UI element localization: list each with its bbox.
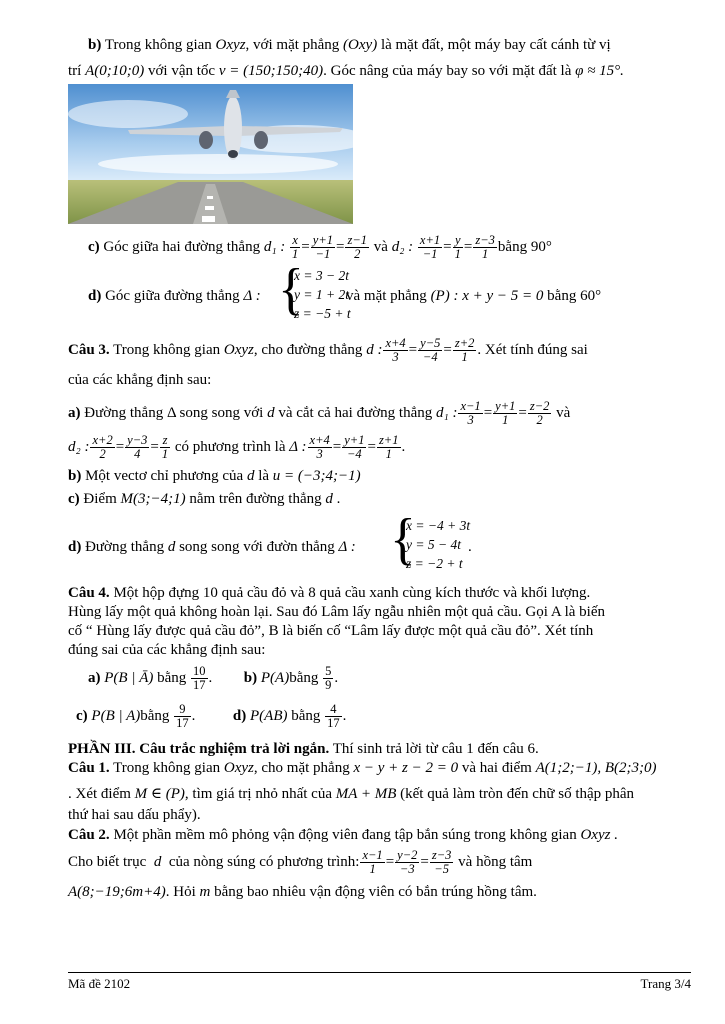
period: . — [468, 539, 472, 555]
text: song song với đườn thẳng — [179, 539, 335, 555]
fraction: $\frac{z-1}{2}$ — [347, 233, 368, 262]
airplane-runway-photo — [68, 84, 353, 224]
math: Δ : — [289, 439, 307, 455]
math: x − y + z − 2 = 0 — [353, 760, 459, 776]
math: d : — [366, 342, 383, 358]
text: và — [373, 239, 388, 255]
equation-system — [294, 266, 351, 323]
item-label: d) — [232, 708, 247, 724]
math: Oxyz — [215, 37, 246, 53]
text: Góc giữa đường thẳng — [105, 288, 240, 304]
fraction: $\frac{x}{1}$ — [292, 233, 299, 262]
equation-row: x = 3 − 2t — [294, 268, 349, 283]
math: d₁ : — [435, 405, 458, 421]
fraction: $\frac{x-1}{1}$ — [362, 848, 383, 877]
equation-row: y = 5 − 4t — [406, 537, 461, 552]
item-label: c) — [68, 491, 80, 507]
math: d₂ : — [68, 439, 90, 455]
fraction: $\frac{x+4}{3}$ — [385, 336, 406, 365]
fraction: $\frac{y-2}{-3}$ — [397, 848, 418, 877]
fraction: $\frac{z+2}{1}$ — [454, 336, 475, 365]
text: , tìm giá trị nhỏ nhất của — [184, 786, 332, 802]
math: Oxyz — [223, 760, 254, 776]
exam-code: Mã đề 2102 — [68, 976, 131, 991]
math: A(8;−19;6m+4) — [68, 884, 166, 900]
math: P(B | Ā) — [104, 670, 154, 686]
fraction: $\frac{y+1}{-1}$ — [312, 233, 333, 262]
fraction: $\frac{z+1}{1}$ — [378, 433, 399, 462]
text: (kết quả làm tròn đến chữ số thập phân — [400, 786, 635, 802]
question-label: Câu 3. — [68, 342, 110, 358]
cau1-line2 — [68, 785, 697, 804]
text: bằng 60° — [547, 288, 602, 304]
text: , với mặt phẳng — [245, 37, 340, 53]
text: có phương trình là — [174, 439, 286, 455]
text: của nòng súng có phương trình: — [168, 854, 360, 870]
math: d — [153, 854, 162, 870]
cau4-line1 — [68, 584, 697, 603]
cau4-cd: c) P(B | A)bằng $\frac{9}{17}$ . d) P(AB) bằng $\frac{4}{17}$ . — [76, 702, 347, 731]
item-label: d) — [88, 288, 102, 304]
math: MA + MB — [335, 786, 397, 802]
math: M ∈ (P) — [134, 786, 185, 802]
text: bằng — [157, 670, 187, 686]
text: đúng sai của các khẳng định sau: — [68, 642, 266, 658]
fraction: $\frac{y-3}{4}$ — [127, 433, 148, 462]
text: Một phần mềm mô phỏng vận động viên đang tập bắn súng trong không gian — [113, 827, 577, 843]
fraction: $\frac{10}{17}$ — [193, 664, 206, 693]
text: với vận tốc — [148, 63, 216, 79]
text: của các khẳng định sau: — [68, 372, 212, 388]
text: bằng — [291, 708, 321, 724]
math: φ ≈ 15°. — [575, 63, 624, 79]
cau4-ab: a) P(B | Ā) bằng $\frac{10}{17}$ . b) P(A)bằng $\frac{5}{9}$ . — [88, 664, 339, 693]
math: d₁ : — [263, 239, 286, 255]
question-label: Câu 2. — [68, 827, 110, 843]
cau4-line2 — [68, 603, 697, 622]
math: (P) : x + y − 5 = 0 — [430, 288, 544, 304]
fraction: $\frac{9}{17}$ — [176, 702, 189, 731]
cau3-c: c) Điểm M(3;−4;1) nằm trên đường thẳng d . — [68, 491, 341, 507]
item-label: c) — [88, 239, 100, 255]
text: bằng — [140, 708, 170, 724]
text: cố “ Hùng lấy được quả cầu đỏ”, B là biến cố “Lâm lấy được một quả cầu đỏ”. Xét tính — [68, 623, 594, 639]
fraction: $\frac{x-1}{3}$ — [460, 399, 481, 428]
math: P(B | A) — [91, 708, 141, 724]
text: nằm trên đường thẳng — [189, 491, 322, 507]
text: . Xét điểm — [68, 786, 131, 802]
equation-row: z = −5 + t — [294, 306, 351, 321]
item-c: c) Góc giữa hai đường thẳng d₁ : $\frac{x}{1}$ = $\frac{y+1}{-1}$ = $\frac{z-1}{2}$ và d₂ : $\frac{x+1}{-1}$ = $\frac{y}{1}$ = $\frac{z-3}{1}$ bằng 90° — [88, 233, 552, 262]
equation-row: y = 1 + 2t — [294, 287, 349, 302]
text: . Góc nâng của máy bay so với mặt đất là — [323, 63, 572, 79]
fraction: $\frac{x+4}{3}$ — [309, 433, 330, 462]
math: d — [267, 405, 275, 421]
text: trí — [68, 63, 82, 79]
cau1-line3 — [68, 806, 697, 825]
text: Một vectơ chỉ phương của — [85, 468, 244, 484]
fraction: $\frac{y-5}{-4}$ — [420, 336, 441, 365]
cau3-b — [68, 467, 697, 486]
fraction: $\frac{z-3}{1}$ — [475, 233, 495, 262]
item-d-rest — [346, 287, 697, 306]
text: thứ hai sau dấu phẩy). — [68, 807, 201, 823]
cau3-line2 — [68, 371, 697, 390]
text: Đường thẳng — [85, 539, 165, 555]
fraction: $\frac{5}{9}$ — [325, 664, 332, 693]
question-label: Câu 1. — [68, 760, 110, 776]
text: Thí sinh trả lời từ câu 1 đến câu 6. — [332, 741, 539, 757]
text: và hồng tâm — [458, 854, 533, 870]
cau1-line1 — [68, 759, 697, 778]
item-b-line2 — [68, 62, 697, 81]
question-label: Câu 4. — [68, 585, 110, 601]
math: u = (−3;4;−1) — [272, 468, 361, 484]
math: Δ : — [338, 539, 356, 555]
text: bằng bao nhiêu vận động viên có bắn trúng hồng tâm. — [214, 884, 537, 900]
equation-row: x = −4 + 3t — [406, 518, 471, 533]
text: . Xét tính đúng sai — [477, 342, 588, 358]
section-heading — [68, 740, 697, 759]
math: Δ : — [243, 288, 261, 304]
fraction: $\frac{y+1}{1}$ — [495, 399, 516, 428]
math: P(A) — [260, 670, 290, 686]
text: bằng 90° — [497, 239, 552, 255]
equation-system — [406, 516, 470, 573]
item-label: a) — [88, 670, 101, 686]
item-label: b) — [68, 468, 82, 484]
math: A(0;10;0) — [85, 63, 145, 79]
fraction: $\frac{x+2}{2}$ — [92, 433, 113, 462]
cau3-a-line1: a) Đường thẳng Δ song song với d và cắt cả hai đường thẳng d₁ : $\frac{x-1}{3}$ = $\frac{y+1}{1}$ = $\frac{z-2}{2}$ và — [68, 399, 571, 428]
text: và — [556, 405, 571, 421]
fraction: $\frac{z}{1}$ — [161, 433, 169, 462]
item-label: c) — [76, 708, 88, 724]
text: , cho đường thẳng — [253, 342, 363, 358]
text: Trong không gian — [104, 37, 212, 53]
fraction: $\frac{4}{17}$ — [327, 702, 340, 731]
fraction: $\frac{x+1}{-1}$ — [419, 233, 441, 262]
text: Điểm — [83, 491, 117, 507]
text: Góc giữa hai đường thẳng — [103, 239, 261, 255]
item-b-line1 — [88, 36, 697, 55]
math: Oxyz . — [580, 827, 618, 843]
section-title: PHẦN III. Câu trắc nghiệm trả lời ngắn. — [68, 741, 330, 757]
math: M(3;−4;1) — [120, 491, 186, 507]
text: là mặt đất, một máy bay cất cánh từ vị — [380, 37, 611, 53]
fraction: $\frac{z-3}{-5}$ — [431, 848, 452, 877]
cau3-a-line2: d₂ : $\frac{x+2}{2}$ = $\frac{y-3}{4}$ = $\frac{z}{1}$ có phương trình là Δ : $\frac{x+4}{3}$ = $\frac{y+1}{-4}$ = $\frac{z+1}{1}$ . — [68, 433, 406, 462]
system-brace: { — [278, 257, 304, 321]
item-label: a) — [68, 405, 81, 421]
text: bằng — [289, 670, 319, 686]
fraction: $\frac{y+1}{-4}$ — [344, 433, 365, 462]
text: Trong không gian — [113, 760, 221, 776]
text: Đường thẳng Δ song song với — [84, 405, 264, 421]
fraction: $\frac{z-2}{2}$ — [529, 399, 550, 428]
item-label: b) — [88, 37, 102, 53]
item-label: b) — [243, 670, 258, 686]
text: và hai điểm — [461, 760, 532, 776]
cau3-line1: Câu 3. Trong không gian Oxyz, cho đường thẳng d : $\frac{x+4}{3}$ = $\frac{y-5}{-4}$ = $\frac{z+2}{1}$ . Xét tính đúng sai — [68, 336, 588, 365]
page-number: Trang 3/4 — [640, 976, 691, 991]
cau2-line3 — [68, 883, 697, 902]
text: Hùng lấy một quả không hoàn lại. Sau đó Lâm lấy ngẫu nhiên một quả cầu. Gọi A là biến — [68, 604, 605, 620]
math: Oxyz — [223, 342, 254, 358]
cau4-line3 — [68, 622, 697, 641]
math: d — [246, 468, 255, 484]
text: là — [258, 468, 270, 484]
footer-divider — [68, 972, 691, 973]
math: d — [167, 539, 176, 555]
text: , cho mặt phẳng — [253, 760, 350, 776]
math: (Oxy) — [343, 37, 378, 53]
math: m — [199, 884, 211, 900]
text: Trong không gian — [113, 342, 221, 358]
cau2-line1 — [68, 826, 697, 845]
text: và mặt phẳng — [346, 288, 427, 304]
cau4-line4 — [68, 641, 697, 660]
text: Một hộp đựng 10 quả cầu đỏ và 8 quả cầu xanh cùng kích thước và khối lượng. — [113, 585, 591, 601]
math: d — [325, 491, 333, 507]
item-label: d) — [68, 539, 82, 555]
system-brace: { — [390, 507, 416, 571]
math: v = (150;150;40) — [218, 63, 324, 79]
math: d₂ : — [391, 239, 414, 255]
equation-row: z = −2 + t — [406, 556, 463, 571]
text: Cho biết trục — [68, 854, 147, 870]
cau2-line2: Cho biết trục d của nòng súng có phương trình: $\frac{x-1}{1}$ = $\frac{y-2}{-3}$ = $\frac{z-3}{-5}$ và hồng tâm — [68, 848, 533, 877]
math: P(AB) — [250, 708, 288, 724]
text: . Hỏi — [165, 884, 196, 900]
text: và cắt cả hai đường thẳng — [278, 405, 433, 421]
math: A(1;2;−1), B(2;3;0) — [535, 760, 657, 776]
fraction: $\frac{y}{1}$ — [454, 233, 461, 262]
